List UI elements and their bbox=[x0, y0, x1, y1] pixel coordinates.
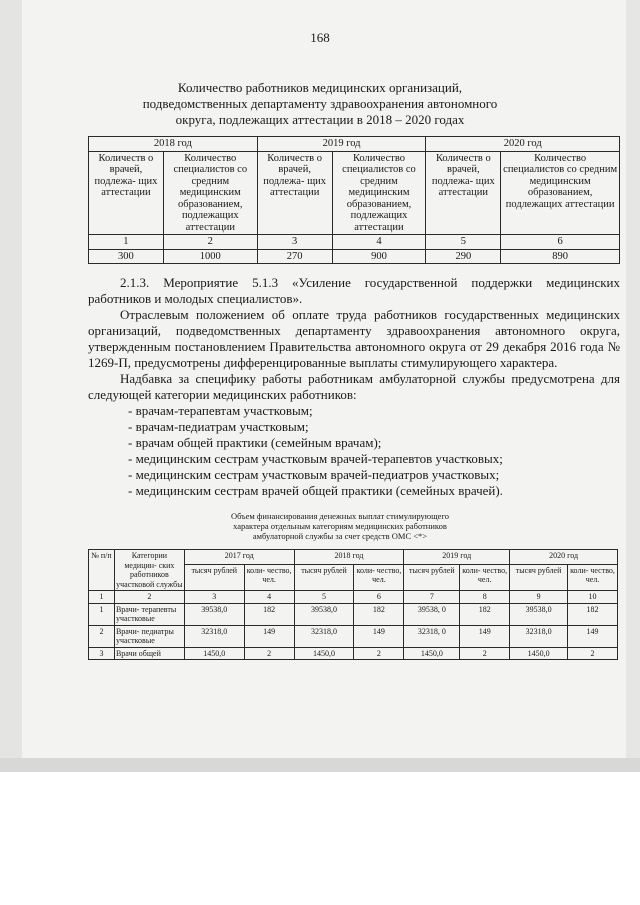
section-heading: 2.1.3. Мероприятие 5.1.3 «Усиление государственной поддержки медицинских работников и молодых специалистов». bbox=[88, 275, 620, 306]
financing-table bbox=[88, 549, 618, 660]
header-cell: Количество специалистов со средним медицинским образованием, подлежащих аттестации bbox=[332, 151, 426, 235]
sub-header: коли- чество, чел. bbox=[354, 564, 404, 590]
scan-right-edge bbox=[626, 0, 640, 770]
number-row: 1 2 3 4 5 6 7 8 9 10 bbox=[89, 591, 618, 604]
table-row: 3 Врачи общей 1450,0 2 1450,0 2 1450,0 2 1450,0 2 bbox=[89, 647, 618, 660]
col-number-header: № п/п bbox=[89, 550, 115, 591]
sub-header: коли- чество, чел. bbox=[244, 564, 294, 590]
header-cell: Количеств о врачей, подлежа- щих аттестации bbox=[89, 151, 164, 235]
table-row: 2 Врачи- педиатры участковые 32318,0 149 32318,0 149 32318, 0 149 32318,0 149 bbox=[89, 625, 618, 647]
list-item: - врачам-педиатрам участковым; bbox=[128, 419, 309, 434]
list-item: - медицинским сестрам врачей общей практики (семейных врачей). bbox=[128, 483, 503, 498]
year-2019: 2019 год bbox=[257, 137, 426, 152]
table-row: 1 Врачи- терапевты участковые 39538,0 182 39538,0 182 39538, 0 182 39538,0 182 bbox=[89, 603, 618, 625]
list-item: - медицинским сестрам участковым врачей-терапевтов участковых; bbox=[128, 451, 503, 466]
header-cell: Количество специалистов со средним медицинским образованием, подлежащих аттестации bbox=[501, 151, 620, 235]
header-cell: Количеств о врачей, подлежа- щих аттестации bbox=[257, 151, 332, 235]
header-cell: Количеств о врачей, подлежа- щих аттестации bbox=[426, 151, 501, 235]
paragraph: Надбавка за специфику работы работникам амбулаторной службы предусмотрена для следующей категории медицинских работников: bbox=[88, 371, 620, 402]
sub-header: коли- чество, чел. bbox=[460, 564, 510, 590]
list-item: - врачам-терапевтам участковым; bbox=[128, 403, 313, 418]
scan-bottom-edge bbox=[0, 758, 640, 772]
sub-header: коли- чество, чел. bbox=[568, 564, 618, 590]
attestation-table bbox=[88, 136, 620, 264]
sub-header: тысяч рублей bbox=[510, 564, 568, 590]
list-item: - медицинским сестрам участковым врачей-педиатров участковых; bbox=[128, 467, 500, 482]
page-number: 168 bbox=[310, 30, 330, 45]
paragraph: Отраслевым положением об оплате труда работников государственных медицинских организаций, подведомственных департаменту здравоохранения автономного округа, утвержденным постановлением Правительства автономного округа от 29 декабря 2016 года № 1269-П, предусмотрены дифференцированные выплаты стимулирующего характера. bbox=[88, 307, 620, 370]
header-cell: Количество специалистов со средним медицинским образованием, подлежащих аттестации bbox=[163, 151, 257, 235]
sub-header: тысяч рублей bbox=[184, 564, 244, 590]
sub-header: тысяч рублей bbox=[404, 564, 460, 590]
year-2020: 2020 год bbox=[510, 550, 618, 565]
value-row: 300 1000 270 900 290 890 bbox=[89, 249, 620, 264]
year-2020: 2020 год bbox=[426, 137, 620, 152]
scan-left-edge bbox=[0, 0, 22, 770]
sub-header: тысяч рублей bbox=[294, 564, 354, 590]
number-row: 1 2 3 4 5 6 bbox=[89, 235, 620, 250]
year-2018: 2018 год bbox=[89, 137, 258, 152]
table1-title: Количество работников медицинских организаций, подведомственных департаменту здравоохранения автономного округа, подлежащих аттестации в 2018 – 2020 годах bbox=[142, 80, 498, 127]
list-item: - врачам общей практики (семейным врачам); bbox=[128, 435, 382, 450]
year-2017: 2017 год bbox=[184, 550, 294, 565]
year-2019: 2019 год bbox=[404, 550, 510, 565]
table2-title: Объем финансирования денежных выплат стимулирующего характера отдельным категориям медицинских работников амбулаторной службы за счет средств ОМС <*> bbox=[231, 511, 449, 541]
body-text bbox=[88, 275, 620, 499]
year-2018: 2018 год bbox=[294, 550, 404, 565]
col-category-header: Категории медицин- ских работников участковой службы bbox=[116, 551, 183, 589]
